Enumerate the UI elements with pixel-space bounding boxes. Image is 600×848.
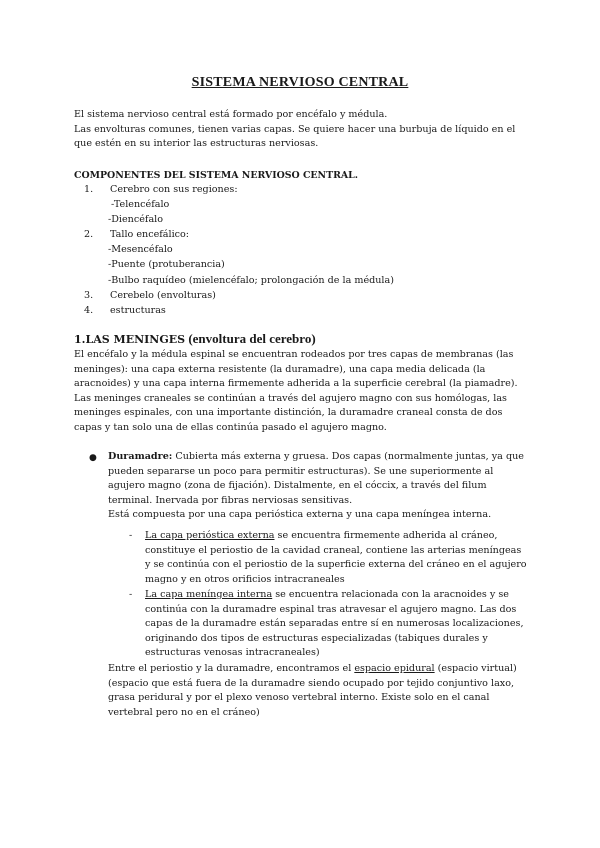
meninges-heading: [74, 332, 316, 348]
list-text: Cerebelo (envolturas): [110, 289, 216, 301]
epidural-pre: Entre el periostio y la duramadre, encontramos el: [108, 663, 355, 674]
list-number: 4.: [84, 304, 94, 316]
list-item: [74, 228, 524, 243]
list-text: estructuras: [110, 304, 166, 316]
list-text: Cerebro con sus regiones:: [110, 184, 238, 195]
list-item: [74, 289, 524, 304]
dash-icon: -: [129, 530, 133, 541]
epidural-term: espacio epidural: [354, 663, 435, 674]
duramadre-composition: Está compuesta por una capa perióstica externa y una capa meníngea interna.: [108, 509, 492, 521]
meninges-paragraph: [74, 348, 532, 436]
list-number: 2.: [84, 229, 94, 241]
list-subtext: -Telencéfalo: [111, 199, 170, 211]
list-item: [74, 183, 524, 198]
list-subitem: [74, 274, 524, 289]
epidural-post: (espacio virtual) (espacio que está fuera de la duramadre siendo ocupado por tejido conjuntivo laxo, grasa peridural y por el plexo venoso vertebral interno. Existe solo en el canal vertebral pero no en el cráneo): [108, 663, 517, 718]
list-subitem: [74, 258, 524, 273]
document-title: SISTEMA NERVIOSO CENTRAL: [191, 75, 409, 90]
duramadre-term: Duramadre:: [108, 451, 173, 462]
list-text: Tallo encefálico:: [110, 229, 190, 241]
list-subitem: [74, 213, 524, 228]
duramadre-description: [108, 450, 526, 508]
layer-periostic-term: La capa perióstica externa: [145, 530, 275, 541]
duramadre-bullet: [108, 450, 526, 523]
list-subtext: -Mesencéfalo: [108, 244, 173, 256]
list-subtext: -Diencéfalo: [108, 214, 164, 226]
bullet-icon: ●: [89, 453, 97, 463]
intro-line-1: El sistema nervioso central está formado por encéfalo y médula.: [74, 109, 388, 120]
list-number: 3.: [84, 289, 94, 301]
epidural-text: [108, 662, 528, 720]
meninges-heading-suffix: (envoltura del cerebro): [185, 331, 316, 346]
dash-icon: -: [129, 589, 133, 600]
components-list: [74, 183, 524, 319]
layer-meningeal: [145, 588, 527, 661]
layer-meningeal-desc: se encuentra relacionada con la aracnoides y se continúa con la duramadre espinal tras atravesar el agujero magno. Las dos capas de la duramadre están separadas entre sí en numerosas localizaciones, originando dos tipos de estructuras especializadas (tabiques durales y estructuras venosas intracraneales): [145, 589, 524, 659]
intro-line-2: Las envolturas comunes, tienen varias capas. Se quiere hacer una burbuja de líquido en el que estén en su interior las estructuras nerviosas.: [74, 123, 516, 150]
list-item: [74, 304, 524, 319]
list-subitem: [74, 198, 524, 213]
list-subtext: -Puente (protuberancia): [108, 259, 225, 271]
intro-paragraph: [74, 108, 536, 152]
meninges-heading-prefix: 1.LAS MENINGES: [74, 333, 186, 346]
duramadre-desc-text: Cubierta más externa y gruesa. Dos capas (normalmente juntas, ya que pueden separarse un poco para permitir estructuras). Se une superiormente al agujero magno (zona de fijación). Distalmente, en el cóccix, a través del filum terminal. Inervada por fibras nerviosas sensitivas.: [108, 451, 524, 506]
list-subitem: [74, 243, 524, 258]
meninges-text: El encéfalo y la médula espinal se encuentran rodeados por tres capas de membranas (las meninges): una capa externa resistente (la duramadre), una capa media delicada (la aracnoides) y una capa interna firmemente adherida a la superficie cerebral (la piamadre). Las meninges craneales se continúan a través del agujero magno con sus homólogas, las meninges espinales, con una importante distinción, la duramadre craneal consta de dos capas y tan solo una de ellas continúa pasado el agujero magno.: [74, 349, 518, 433]
layer-periostic-desc: se encuentra firmemente adherida al cráneo, constituye el periostio de la cavidad craneal, contiene las arterias meníngeas y se continúa con el periostio de la superficie externa del cráneo en el agujero magno y en otros orificios intracraneales: [145, 530, 527, 585]
layer-meningeal-text: [145, 588, 527, 661]
list-number: 1.: [84, 184, 94, 195]
list-subtext: -Bulbo raquídeo (mielencéfalo; prolongación de la médula): [108, 274, 394, 286]
components-heading: COMPONENTES DEL SISTEMA NERVIOSO CENTRAL.: [74, 170, 359, 181]
layer-periostic-text: [145, 529, 527, 587]
epidural-paragraph: [108, 662, 528, 720]
layer-periostic: [145, 529, 527, 587]
layer-meningeal-term: La capa meníngea interna: [145, 589, 273, 600]
